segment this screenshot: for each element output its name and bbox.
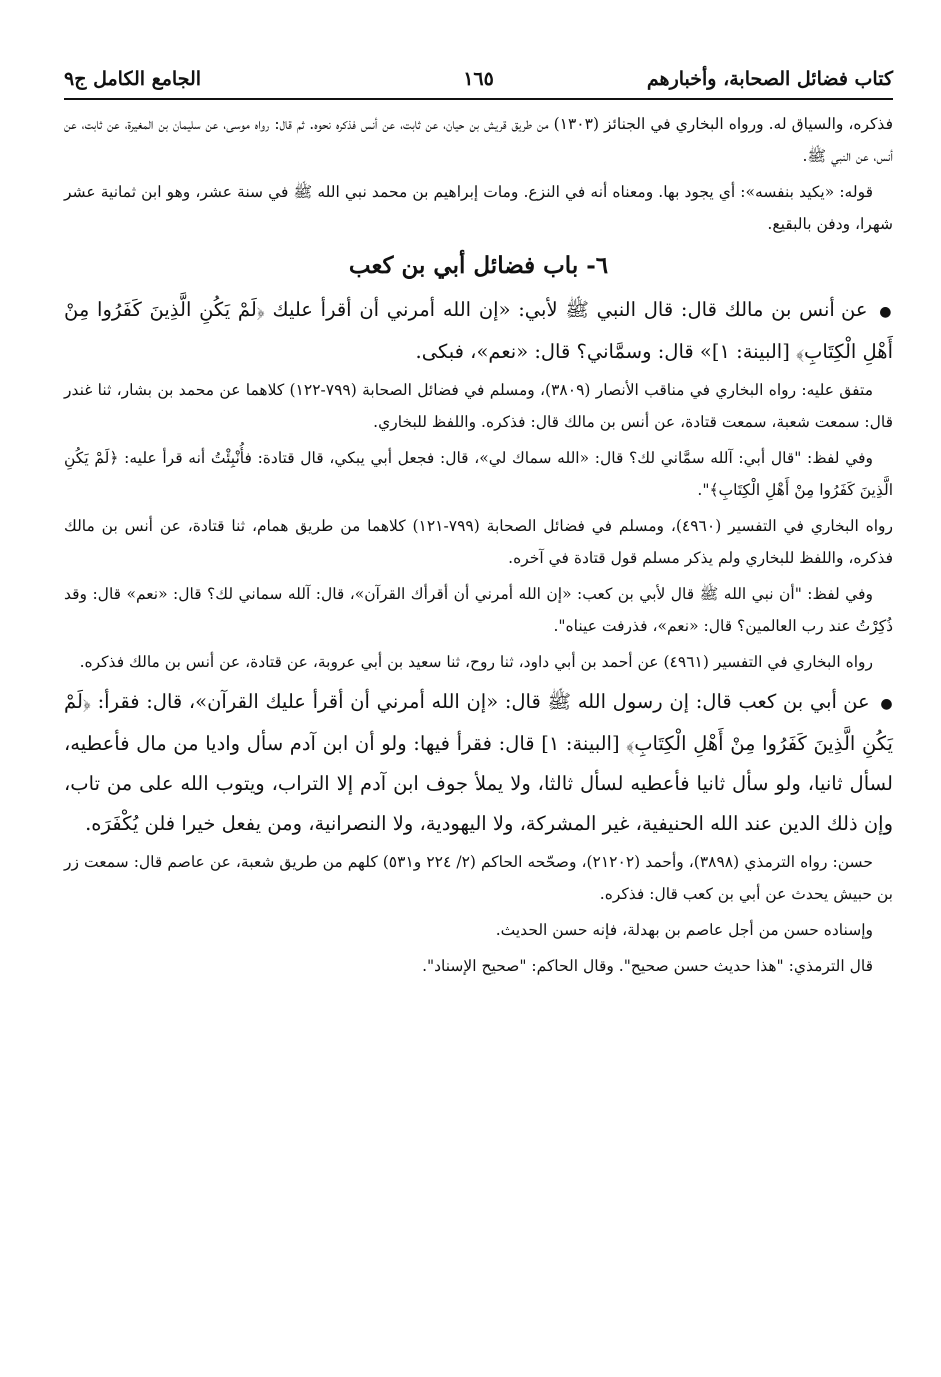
book-title: الجامع الكامل ج٩ [64,68,202,90]
page-header [64,62,893,100]
paragraph: قوله: «يكيد بنفسه»: أي يجود بها. ومعناه أنه في النزع. ومات إبراهيم بن محمد نبي الله ﷺ في سنة عشر، وهو ابن ثمانية عشر شهرا، ودفن بالبقيع. [64,183,893,233]
hadith-body: عن أنس بن مالك قال: قال النبي ﷺ لأبي: «إن الله أمرني أن أقرأ عليك ﴿لَمْ يَكُنِ الَّذِينَ كَفَرُوا مِنْ أَهْلِ الْكِتَابِ﴾ [البينة: ١]» قال: وسمَّاني؟ قال: «نعم»، فبكى. [64,298,893,363]
book-page [64,62,893,1337]
hadith-body: عن أبي بن كعب قال: إن رسول الله ﷺ قال: «إن الله أمرني أن أقرأ عليك القرآن»، قال: فقرأ: ﴿لَمْ يَكُنِ الَّذِينَ كَفَرُوا مِنْ أَهْلِ الْكِتَابِ﴾ [البينة: ١] قال: فقرأ فيها: ولو أن ابن آدم سأل واديا من مال فأعطيه، لسأل ثانيا، ولو سأل ثانيا فأعطيه لسأل ثالثا، ولا يملأ جوف ابن آدم إلا التراب، ويتوب الله على من تاب، وإن ذلك الدين عند الله الحنيفية، غير المشركة، ولا اليهودية، ولا النصرانية، ومن يفعل خيرا فلن يُكْفَرَه. [64,690,893,835]
paragraph: فذكره، والسياق له. ورواه البخاري في الجنائز (١٣٠٣) من طريق قريش بن حيان، عن ثابت، عن أنس فذكره نحوه. ثم قال: رواه موسى، عن سليمان بن المغيرة، عن ثابت، عن أنس، عن النبي ﷺ. [64,115,893,165]
paragraph: حسن: رواه الترمذي (٣٨٩٨)، وأحمد (٢١٢٠٢)، وصحّحه الحاكم (٢/ ٢٢٤ و٥٣١) كلهم من طريق شعبة، عن عاصم قال: سمعت زر بن حبيش يحدث عن أبي بن كعب قال: فذكره. [64,853,893,903]
paragraph: رواه البخاري في التفسير (٤٩٦١) عن أحمد بن أبي داود، ثنا روح، ثنا سعيد بن أبي عروبة، عن قتادة، عن أنس بن مالك فذكره. [79,653,873,671]
hadith-text [64,290,893,372]
paragraph: وفي لفظ: "أن نبي الله ﷺ قال لأبي بن كعب: «إن الله أمرني أن أقرأك القرآن»، قال: آلله سماني لك؟ قال: «نعم» قال: وقد ذُكِرْتُ عند رب العالمين؟ قال: «نعم»، فذرفت عيناه". [64,585,893,635]
paragraph: قال الترمذي: "هذا حديث حسن صحيح". وقال الحاكم: "صحيح الإسناد". [422,957,873,975]
chapter-title: كتاب فضائل الصحابة، وأخبارهم [646,68,893,90]
paragraph: وفي لفظ: "قال أبي: آلله سمَّاني لك؟ قال: «الله سماك لي»، قال: فجعل أبي يبكي، قال قتادة: فأُنْبِئْتُ أنه قرأ عليه: ﴿لَمْ يَكُنِ الَّذِينَ كَفَرُوا مِنْ أَهْلِ الْكِتَابِ﴾". [64,449,893,499]
paragraph: رواه البخاري في التفسير (٤٩٦٠)، ومسلم في فضائل الصحابة (٧٩٩-١٢١) كلاهما من طريق همام، ثنا قتادة، عن أنس بن مالك فذكره، واللفظ للبخاري ولم يذكر مسلم قول قتادة في آخره. [64,517,893,567]
section-title: ٦- باب فضائل أبي بن كعب [348,252,609,279]
bullet-icon: ● [880,696,894,712]
hadith-text [64,682,893,844]
paragraph: متفق عليه: رواه البخاري في مناقب الأنصار (٣٨٠٩)، ومسلم في فضائل الصحابة (٧٩٩-١٢٢) كلاهما عن محمد بن بشار، ثنا غندر قال: سمعت شعبة، سمعت قتادة، عن أنس بن مالك قال: فذكره. واللفظ للبخاري. [64,381,893,431]
paragraph: وإسناده حسن من أجل عاصم بن بهدلة، فإنه حسن الحديث. [495,921,873,939]
page-number: ١٦٥ [463,68,494,90]
page-body [64,100,893,982]
bullet-icon: ● [879,304,893,320]
